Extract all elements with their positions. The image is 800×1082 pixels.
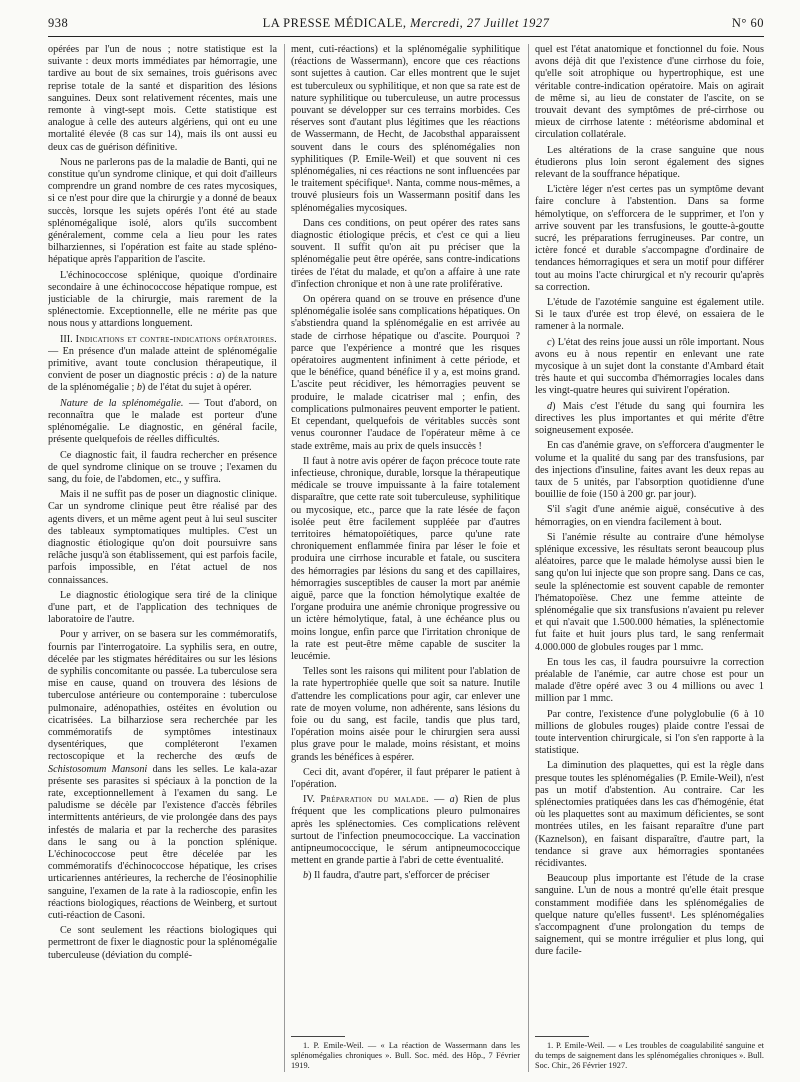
issue-date: Mercredi, 27 Juillet 1927	[410, 16, 550, 30]
header-rule	[48, 36, 764, 37]
column-separator	[284, 44, 285, 1072]
paragraph: En cas d'anémie grave, on s'efforcera d'augmenter le volume et la qualité du sang par des transfusions, par des injections d'insuline, faites avant les deux repas au taux de 5 unités, par l'absorption quotidienne d'une bouillie de foie (150 à 200 gr. par jour).	[535, 440, 764, 501]
footnote-rule	[291, 1036, 345, 1037]
paragraph: Ceci dit, avant d'opérer, il faut préparer le patient à l'opération.	[291, 766, 520, 790]
paragraph: L'étude de l'azotémie sanguine est également utile. Si le taux d'urée est trop élevé, on essaiera de le ramener à la normale.	[535, 297, 764, 333]
paragraph: Dans ces conditions, on peut opérer des rates sans diagnostic étiologique précis, et c'est ce qui a lieu souvent. Il suffit qu'on ait pu préciser que la splénomégalie peut être opérée, sans contre-indications tirées de l'état du malade, et qu'on a affaire à une rate d'infection chronique et non à une rate proliférative.	[291, 217, 520, 290]
paragraph: Beaucoup plus importante est l'étude de la crase sanguine. L'un de nous a montré qu'elle était presque constamment modifiée dans les splénomégalies de quelque nature qu'elles fussent¹. Les splénomégalies s'accompagnent d'une prolongation du temps de saignement, qui se montre irrégulier et plus long, qui dure facile-	[535, 873, 764, 958]
paragraph: c) L'état des reins joue aussi un rôle important. Nous avons eu à nous repentir en enlevant une rate mycosique à un sujet dont la constante d'Ambard était très haute et qui succomba d'hémorragies locales dans les vingt-quatre heures qui suivirent l'opération.	[535, 336, 764, 397]
text-column-1	[48, 44, 277, 1074]
paragraph: Ce diagnostic fait, il faudra rechercher en présence de quel syndrome clinique on se trouve ; l'examen du sang, du foie, de l'abdomen, etc., y suffira.	[48, 449, 277, 485]
paragraph: Les altérations de la crase sanguine que nous étudierons plus loin seront également des signes relevant de la souffrance hépatique.	[535, 144, 764, 181]
paragraph: La diminution des plaquettes, qui est la règle dans presque toutes les splénomégalies (P. Emile-Weil), n'est pas un motif d'abstention. Au contraire. Car les splénectomies pratiquées dans les cas d'hémogénie, état où les plaquettes sont au maximum déficientes, se sont montrées utiles, en les faisant reparaître d'une part (Kaznelson), en faisant disparaître, d'autre part, la tendance si grave aux hémorragies spontanées récidivantes.	[535, 760, 764, 869]
column-3-body	[535, 44, 764, 959]
paragraph: En tous les cas, il faudra poursuivre la correction préalable de l'anémie, car autre chose est pour un malade d'être opéré avec 3 ou 4 millions ou avec 1 million par 1 mmc.	[535, 656, 764, 705]
paragraph: d) Mais c'est l'étude du sang qui fournira les directives les plus importantes et qui mérite d'être soigneusement exposée.	[535, 400, 764, 437]
paragraph: Si l'anémie résulte au contraire d'une hémolyse splénique excessive, les résultats seront beaucoup plus aléatoires, parce que le malade hémolyse aussi bien le sang qu'on lui injecte que son propre sang. Dans ce cas, seule la splénectomie est souvent capable de remonter l'hématopoïèse. Chez une femme atteinte de splénomégalie que six transfusions n'avaient pu relever et qui n'avait que 1.500.000 hématies, la splénectomie fut faite et huit jours plus tard, le sang renfermait 4.000.000 de globules rouges par 1 mmc.	[535, 531, 764, 653]
paragraph: b) Il faudra, d'autre part, s'efforcer de préciser	[303, 870, 490, 882]
paragraph: L'ictère léger n'est certes pas un symptôme devant faire conclure à l'abstention. Dans sa forme hémolytique, on s'efforcera de le supprimer, et l'on y arrive souvent par les transfusions, le goutte-à-goutte sucré, les préparations ferrugineuses. Par contre, un ictère foncé et durable s'accompagne d'ordinaire de tendances hémorragiques et sera un motif pour différer tout au moins l'acte chirurgical et n'y recourir qu'après sa correction.	[535, 184, 764, 293]
paragraph: On opérera quand on se trouve en présence d'une splénomégalie isolée sans complications hépatiques. On s'abstiendra quand la splénomégalie en est arrivée au stade de cirrhose hépatique ou d'ascite. Pourquoi ? parce que l'expérience a montré que les risques opératoires augmentent infiniment à cette période, et que le bénéfice, quand bénéfice il y a, est moins grand. L'ascite peut récidiver, les hémorragies peuvent se produire, le malade cicatriser mal ; enfin, des complications pulmonaires peuvent emporter le patient. Et cependant, quelquefois de véritables succès sont venus couronner l'audace de l'opérateur même à ce stade extrême, mais au prix de quels insuccès !	[291, 294, 520, 452]
running-header	[48, 16, 764, 36]
page-number: 938	[48, 16, 69, 30]
journal-title	[48, 16, 764, 31]
column-2-body	[291, 44, 520, 883]
paragraph: Nous ne parlerons pas de la maladie de Banti, qui ne constitue qu'un syndrome clinique, et qui doit d'ailleurs comprendre un grand nombre de ces rates mycosiques, si ce n'est pour dire que la chirurgie y a donné de beaux succès, lorsque les sujets opérés l'ont été au stade splénomégalique isolé, alors qu'ils succombent généralement, comme cela a lieu pour les rates bilharziennes, si l'opération est faite au stade spléno-hépatique après l'apparition de l'ascite.	[48, 156, 277, 266]
text-column-2	[291, 44, 520, 1074]
paragraph: quel est l'état anatomique et fonctionnel du foie. Nous avons déjà dit que l'existence d'une cirrhose du foie, qu'elle soit atrophique ou hypertrophique, est une véritable contre-indication opératoire. Mais on agirait de même si, au lieu de constater de l'ascite, on se trouvait devant des symptômes de pré-cirrhose ou mieux de cirrhose latente : météorisme abdominal et circulation collatérale.	[535, 44, 764, 141]
paragraph: Mais il ne suffit pas de poser un diagnostic clinique. Car un syndrome clinique peut être réalisé par des agents divers, et un même agent peut à lui seul susciter des tableaux symptomatiques multiples. C'est un diagnostic étiologique qu'on doit poursuivre sans relâche jusqu'à son établissement, qui est parfois facile, parfois impossible, en l'état actuel de nos connaissances.	[48, 489, 277, 586]
column-separator	[528, 44, 529, 1072]
paragraph: Par contre, l'existence d'une polyglobulie (6 à 10 millions de globules rouges) plaide contre l'essai de toute intervention chirurgicale, si l'on s'en rapporte à la statistique.	[535, 708, 764, 757]
journal-name: LA PRESSE MÉDICALE,	[262, 16, 407, 30]
footnote: 1. P. Emile-Weil. — « La réaction de Wassermann dans les splénomégalies chroniques ». Bull. Soc. méd. des Hôp., 7 Février 1919.	[291, 1041, 520, 1070]
paragraph: Pour y arriver, on se basera sur les commémoratifs, fournis par l'interrogatoire. La syphilis sera, en outre, décelée par les stigmates héréditaires ou sur les lésions de syphilis concomitante ou passée. La tuberculose sera mise en cause, quand on trouvera des lésions de tuberculose antérieure ou contemporaine : tuberculose pulmonaire, adénopathies, ostéites en évolution ou cicatrisées. La bilharziose sera recherchée par les commémoratifs de symptômes intestinaux dysentériques, que compléteront l'examen rectoscopique et la recherche des œufs de Schistosomum Mansoni dans les selles. Le kala-azar présente ses parasites si spéciaux à la ponction de la rate, exceptionnellement à l'examen du sang. Le paludisme se décèle par l'existence d'accès fébriles intermittents antérieurs, de vie prolongée dans des pays infestés de malaria et par la recherche des parasites dans le sang ou à la ponction splénique. L'échinococcose peut être décelée par les commémoratifs d'échinococcose hépatique, les crises urticariennes antérieures, la recherche de l'éosinophilie sanguine, l'examen de la rate à la radioscopie, enfin les réactions biologiques, réactions de Weinberg, et surtout cuti-réaction de Casoni.	[48, 629, 277, 922]
paragraph: S'il s'agit d'une anémie aiguë, consécutive à des hémorragies, on en viendra facilement à bout.	[535, 504, 764, 528]
issue-number: N° 60	[731, 16, 764, 30]
footnote-block	[535, 1030, 764, 1074]
paragraph: L'échinococcose splénique, quoique d'ordinaire secondaire à une échinococcose hépatique rompue, est justiciable de la chirurgie, mais rarement de la splénectomie. Exceptionnelle, elle ne mérite pas que nous nous y attardions longuement.	[48, 269, 277, 330]
paragraph: Ce sont seulement les réactions biologiques qui permettront de fixer le diagnostic pour la splénomégalie tuberculeuse (déviation du complé-	[48, 925, 277, 961]
text-column-3	[535, 44, 764, 1074]
paragraph: ment, cuti-réactions) et la splénomégalie syphilitique (réactions de Wassermann), encore que ces réactions sont sujettes à caution. Car elles montrent que le sujet est tuberculeux ou syphilitique, et non que sa rate est de nature syphilitique ou tuberculeuse, un autre processus pouvant se développer sur ces terrains morbides. Ces réserves sont d'autant plus légitimes que les réactions de Wassermann, de Hecht, de Jacobsthal apparaissent souvent dans le cours des splénomégalies non syphilitiques (P. Emile-Weil) et que souvent ni ces splénomégalies, ni ces réactions ne sont influencées par le traitement spécifique¹. Nanta, comme nous-mêmes, a trouvé plusieurs fois un Wassermann positif dans les splénomégalies mycosiques.	[291, 44, 520, 214]
paragraph: Telles sont les raisons qui militent pour l'ablation de la rate hypertrophiée quelle que soit sa nature. Inutile d'attendre les complications pour agir, car enlever une rate de moyen volume, non adhérente, sans lésions du foie ou du sang, est facile, tandis que plus tard, l'opération moins aisée pour le chirurgien sera aussi plus grave pour le malade, moins résistant, et moins grands les bénéfices à espérer.	[291, 666, 520, 763]
footnote-block	[291, 1030, 520, 1074]
paragraph: III. Indications et contre-indications opératoires. — En présence d'un malade atteint de splénomégalie primitive, avant toute conclusion thérapeutique, il convient de poser un diagnostic précis : a) de la nature de la splénomégalie ; b) de l'état du sujet à opérer.	[48, 333, 277, 394]
paragraph: Le diagnostic étiologique sera tiré de la clinique d'une part, et de l'application des techniques de laboratoire de l'autre.	[48, 589, 277, 626]
paragraph: opérées par l'un de nous ; notre statistique est la suivante : deux morts immédiates par hémorragie, une tardive au bout de six semaines, trois guérisons avec reprise totale de la santé et disparition des lésions sanguines. Deux sont relativement récentes, mais une remonte à vingt-sept mois. Cette statistique est analogue à celle des auteurs algériens, qui ont eu une mortalité élevée (8 cas sur 14), mais ils ont aussi eu deux cas de guérison définitive.	[48, 44, 277, 153]
paragraph: Nature de la splénomégalie. — Tout d'abord, on reconnaîtra que le malade est porteur d'une splénomégalie. Le diagnostic, en général facile, présente quelquefois de réelles difficultés.	[48, 397, 277, 446]
footnote-rule	[535, 1036, 589, 1037]
paragraph: Il faut à notre avis opérer de façon précoce toute rate infectieuse, chronique, durable, lorsque la thérapeutique médicale se trouve impuissante à la faire totalement disparaître, que cette rate soit tuberculeuse, syphilitique ou mycosique, etc., parce que la rate lésée de façon isolée peut être facilement suppléée par d'autres territoires hématopoïétiques, parce qu'une rate chroniquement enflammée finira par léser le foie et produira une cirrhose incurable et fatale, ou suscitera des hémorragies par lésions du sang et des capillaires, hémorragies susceptibles de causer la mort par anémie aiguë, parce que la fonction hémolytique exaltée de l'organe produira une anémie chronique progressive ou un ictère hémolytique, fatal, à une échéance plus ou moins longue, enfin parce que l'irritation chronique de la rate est peut-être même capable de susciter la leucémie.	[291, 455, 520, 662]
footnote: 1. P. Emile-Weil. — « Les troubles de coagulabilité sanguine et du temps de saignement dans les splénomégalies chroniques ». Bull. Soc. Chir., 26 Février 1927.	[535, 1041, 764, 1070]
paragraph: IV. Préparation du malade. — a) Rien de plus fréquent que les complications pleuro pulmonaires après les splénectomies. Ces complications relèvent surtout de l'infection pneumococcique. La vaccination antipneumococcique, le sérum antipneumococcique mettent en grande partie à l'abri de cette éventualité.	[291, 794, 520, 867]
